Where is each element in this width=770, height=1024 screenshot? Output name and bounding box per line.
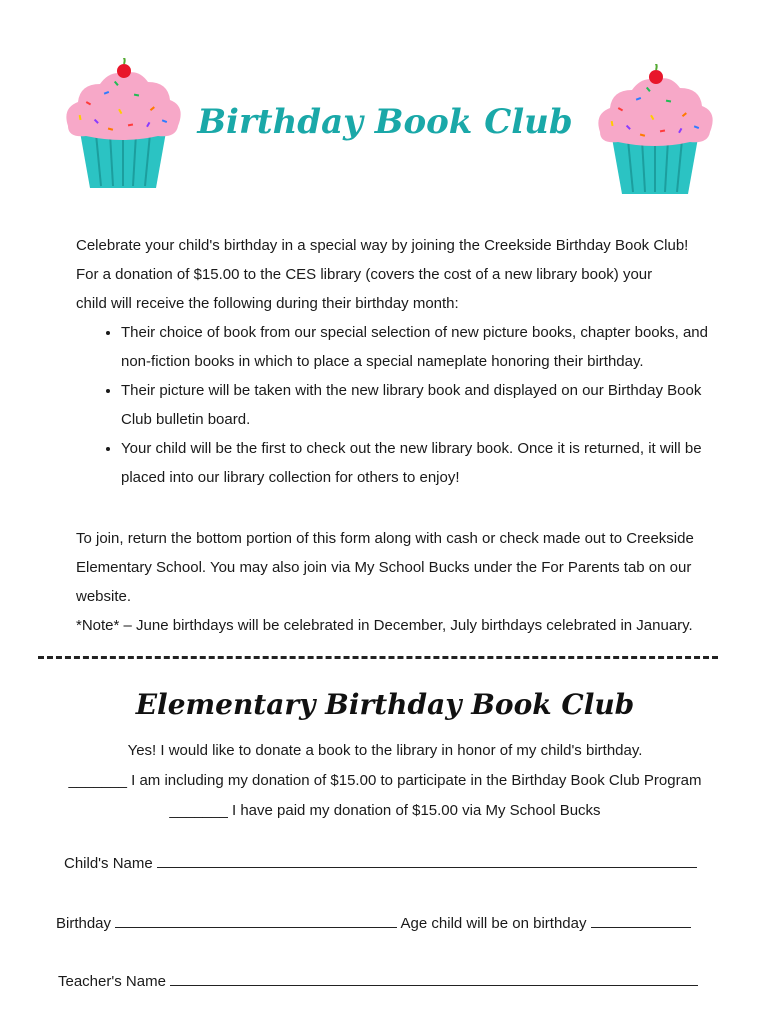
form-line-3 <box>0 796 770 826</box>
school-bucks-blank[interactable]: _______ <box>169 802 228 819</box>
child-name-field[interactable] <box>157 853 697 868</box>
cash-check-text: I am including my donation of $15.00 to participate in the Birthday Book Club Program <box>131 772 702 789</box>
birthday-field[interactable] <box>115 913 397 928</box>
intro-line-3: child will receive the following during their birthday month: <box>76 295 459 312</box>
join-instructions: To join, return the bottom portion of this form along with cash or check made out to Creekside Elementary School. You may also join via My School Bucks under the For Parents tab on our website. <box>76 530 694 605</box>
join-section <box>76 524 716 640</box>
page-title: Birthday Book Club <box>197 102 573 142</box>
form-title: Elementary Birthday Book Club <box>135 688 635 721</box>
age-label: Age child will be on birthday <box>400 915 587 932</box>
birthday-label: Birthday <box>56 915 112 932</box>
intro-line-2: For a donation of $15.00 to the CES library (covers the cost of a new library book) your <box>76 266 653 283</box>
intro-section <box>76 231 716 492</box>
school-bucks-text: I have paid my donation of $15.00 via My School Bucks <box>232 802 601 819</box>
list-item: • Your child will be the first to check out the new library book. Once it is returned, it will be placed into our library collection for others to enjoy! <box>121 434 716 492</box>
birthday-row <box>56 913 691 932</box>
child-name-label: Child's Name <box>64 855 153 872</box>
cash-check-blank[interactable]: _______ <box>68 772 127 789</box>
cut-line-divider <box>38 656 718 659</box>
list-item: • Their choice of book from our special selection of new picture books, chapter books, and non-fiction books in which to place a special nameplate honoring their birthday. <box>121 318 716 376</box>
teacher-name-row <box>58 971 698 990</box>
benefits-list <box>76 318 716 492</box>
form-line-1: Yes! I would like to donate a book to the library in honor of my child's birthday. <box>127 742 643 759</box>
list-item: • Their picture will be taken with the new library book and displayed on our Birthday Book Club bulletin board. <box>121 376 716 434</box>
child-name-row <box>64 853 697 872</box>
intro-line-1: Celebrate your child's birthday in a special way by joining the Creekside Birthday Book Club! <box>76 237 689 254</box>
teacher-name-field[interactable] <box>170 971 698 986</box>
form-line-2 <box>0 766 770 796</box>
age-field[interactable] <box>591 913 691 928</box>
join-note: *Note* – June birthdays will be celebrated in December, July birthdays celebrated in January. <box>76 617 693 634</box>
teacher-name-label: Teacher's Name <box>58 973 166 990</box>
form-statements <box>0 736 770 826</box>
